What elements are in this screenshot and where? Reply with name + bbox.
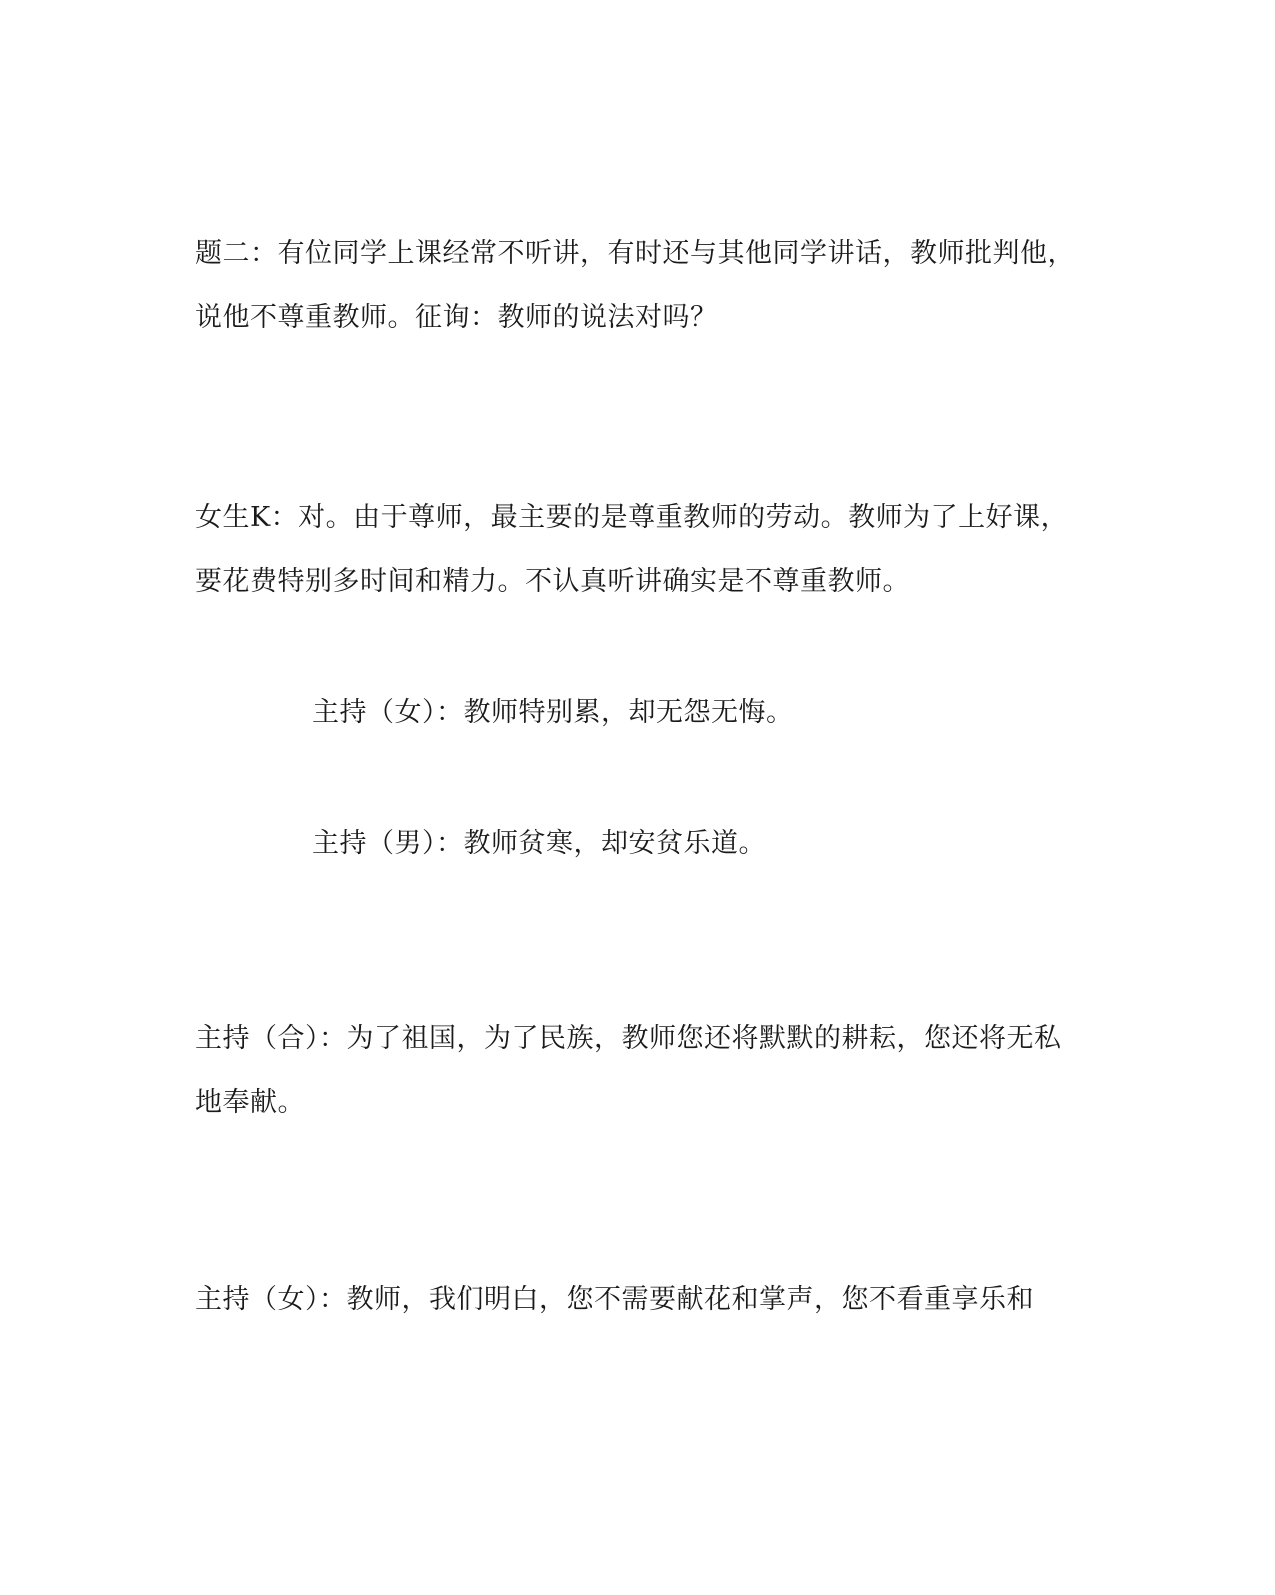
paragraph-host-female-1: 主持（女）：教师特别累，却无怨无悔。 bbox=[312, 697, 794, 728]
paragraph-question-two: 题二：有位同学上课经常不听讲，有时还与其他同学讲话，教师批判他，说他不尊重教师。征询：教师的说法对吗？ bbox=[195, 238, 1075, 333]
paragraph-host-male-1: 主持（男）：教师贫寒，却安贫乐道。 bbox=[312, 828, 766, 859]
paragraph-host-female-2: 主持（女）：教师，我们明白，您不需要献花和掌声，您不看重享乐和 bbox=[195, 1284, 1034, 1315]
paragraph-girl-k-answer: 女生K：对。由于尊师，最主要的是尊重教师的劳动。教师为了上好课，要花费特别多时间和精力。不认真听讲确实是不尊重教师。 bbox=[195, 502, 1069, 597]
paragraph-host-together: 主持（合）：为了祖国，为了民族，教师您还将默默的耕耘，您还将无私地奉献。 bbox=[195, 1023, 1062, 1118]
